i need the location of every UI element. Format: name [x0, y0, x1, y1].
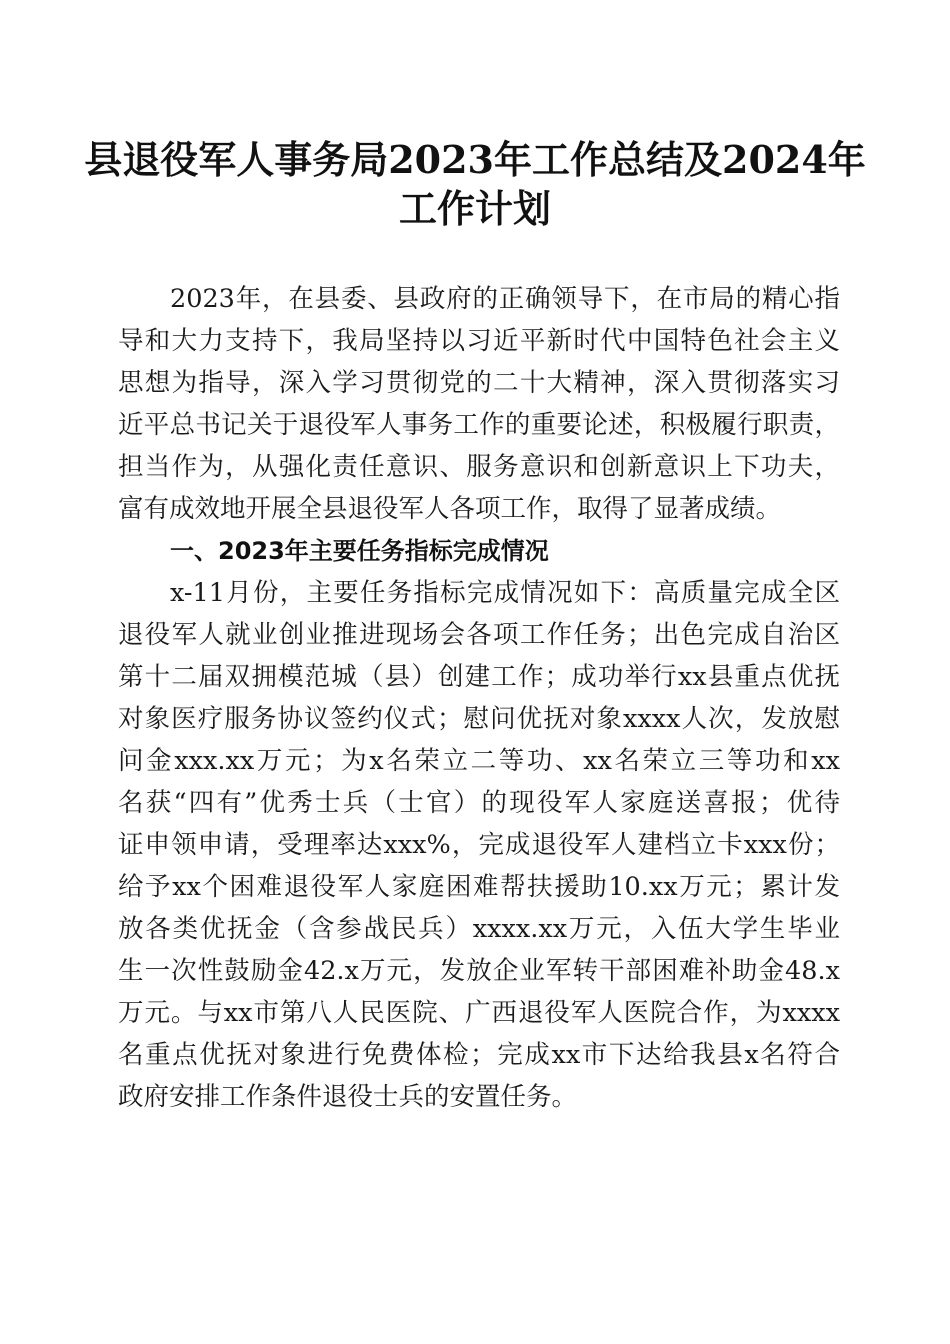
intro-line: 担当作为，从强化责任意识、服务意识和创新意识上下功夫， [118, 452, 840, 482]
section-line: 政府安排工作条件退役士兵的安置任务。 [118, 1082, 578, 1112]
section-line: 名重点优抚对象进行免费体检；完成xx市下达给我县x名符合 [118, 1040, 840, 1070]
intro-line: 近平总书记关于退役军人事务工作的重要论述，积极履行职责， [118, 410, 840, 440]
section-line: 对象医疗服务协议签约仪式；慰问优抚对象xxxx人次，发放慰 [118, 704, 840, 734]
document-title-line-2: 工作计划 [398, 186, 551, 231]
section-line: 问金xxx.xx万元；为x名荣立二等功、xx名荣立三等功和xx [118, 746, 840, 776]
intro-line: 2023年，在县委、县政府的正确领导下，在市局的精心指 [170, 284, 840, 314]
intro-line: 导和大力支持下，我局坚持以习近平新时代中国特色社会主义 [118, 326, 840, 356]
section-line: 第十二届双拥模范城（县）创建工作；成功举行xx县重点优抚 [118, 662, 840, 692]
section-line: 退役军人就业创业推进现场会各项工作任务；出色完成自治区 [118, 620, 840, 650]
intro-line: 富有成效地开展全县退役军人各项工作，取得了显著成绩。 [118, 494, 782, 524]
section-line: 给予xx个困难退役军人家庭困难帮扶援助10.xx万元；累计发 [118, 872, 840, 902]
section-line: 放各类优抚金（含参战民兵）xxxx.xx万元，入伍大学生毕业 [118, 914, 840, 944]
section-line: 生一次性鼓励金42.x万元，发放企业军转干部困难补助金48.x [118, 956, 840, 986]
section-line: 名获“四有”优秀士兵（士官）的现役军人家庭送喜报；优待 [118, 788, 840, 818]
document-title-line-1: 县退役军人事务局2023年工作总结及2024年 [84, 137, 866, 182]
intro-line: 思想为指导，深入学习贯彻党的二十大精神，深入贯彻落实习 [118, 368, 840, 398]
section-heading: 一、2023年主要任务指标完成情况 [170, 537, 549, 565]
section-line: 证申领申请，受理率达xxx%，完成退役军人建档立卡xxx份； [118, 830, 840, 860]
section-line: 万元。与xx市第八人民医院、广西退役军人医院合作，为xxxx [118, 998, 840, 1028]
section-line: x-11月份，主要任务指标完成情况如下：高质量完成全区 [170, 578, 840, 608]
